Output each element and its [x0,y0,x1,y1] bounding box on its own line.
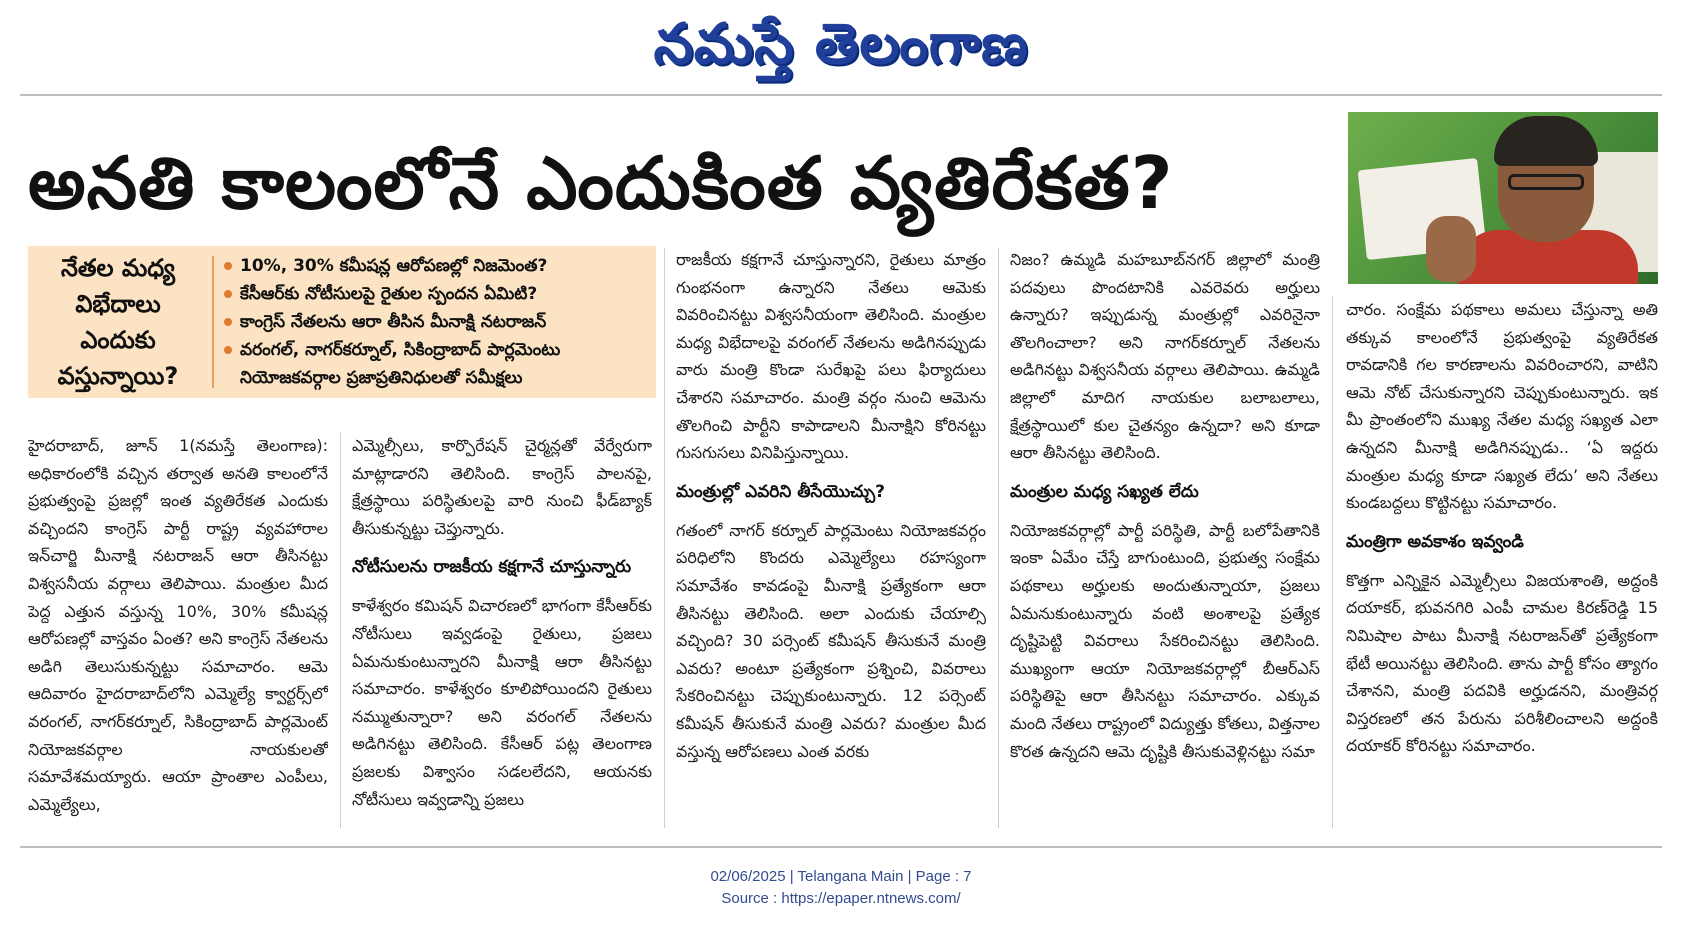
column-3-subheading: మంత్రుల్లో ఎవరిని తీసేయొచ్చు? [676,481,886,502]
column-rule [664,248,665,828]
column-1-paragraph: హైదరాబాద్, జూన్ 1(నమస్తే తెలంగాణ): అధికారంలోకి వచ్చిన తర్వాత అనతి కాలంలోనే ప్రభుత్వంపై ప్రజల్లో ఇంత వ్యతిరేకత ఎందుకు వచ్చిందని కాంగ్రెస్ పార్టీ రాష్ట్ర వ్యవహారాల ఇన్‌చార్జి మీనాక్షి నటరాజన్ ఆరా తీసినట్టు విశ్వసనీయ వర్గాలు తెలిపాయి. మంత్రుల మీద పెద్ద ఎత్తున వస్తున్న 10%, 30% కమీషన్ల ఆరోపణల్లో వాస్తవం ఏంత? అని కాంగ్రెస్ నేతలను అడిగి తెలుసుకున్నట్టు సమాచారం. ఆమె ఆదివారం హైదరాబాద్‌లోని ఎమ్మెల్యే క్వార్టర్స్‌లో వరంగల్, నాగర్‌కర్నూల్, సికింద్రాబాద్ పార్లమెంట్ నియోజకవర్గాల నాయకులతో సమావేశమయ్యారు. ఆయా ప్రాంతాల ఎంపీలు, ఎమ్మెల్యేలు, [28,436,328,814]
summary-question: నేతల మధ్య విభేదాలు ఎందుకు వస్తున్నాయి? [57,254,179,390]
headline: అనతి కాలంలోనే ఎందుకింత వ్యతిరేకత? [28,141,1174,225]
column-4-subheading: మంత్రుల మధ్య సఖ్యత లేదు [1010,481,1199,502]
column-rule [998,248,999,828]
footer [0,866,1682,910]
leader-photo [1348,112,1658,284]
column-rule [340,432,341,828]
bullet-icon [224,262,232,270]
summary-box [28,246,656,398]
bullet-icon [224,290,232,298]
summary-point: వరంగల్, నాగర్‌కర్నూల్, సికింద్రాబాద్ పార్లమెంటు [224,336,652,364]
bullet-icon [224,346,232,354]
summary-point: కాంగ్రెస్ నేతలను ఆరా తీసిన మీనాక్షి నటరాజన్ [224,308,652,336]
footer-source-link[interactable]: Source : https://epaper.ntnews.com/ [721,890,961,907]
column-2-paragraph-2: కాళేశ్వరం కమిషన్ విచారణలో భాగంగా కేసీఆర్‌కు నోటీసులు ఇవ్వడంపై రైతులు, ప్రజలు ఏమనుకుంటున్నారని మీనాక్షి ఆరా తీసినట్టు సమాచారం. కాళేశ్వరం కూలిపోయిందని రైతులు నమ్ముతున్నారా? అని వరంగల్ నేతలను అడిగినట్టు తెలిసింది. కేసీఆర్ పట్ల తెలంగాణ ప్రజలకు విశ్వాసం సడలలేదని, ఆయనకు నోటీసులు ఇవ్వడాన్ని ప్రజలు [352,596,652,809]
masthead-logo: నమస్తే తెలంగాణ [653,11,1029,77]
footer-divider [20,846,1662,848]
article-column-5 [1346,296,1658,832]
column-5-paragraph-1: చారం. సంక్షేమ పథకాలు అమలు చేస్తున్నా అతి తక్కువ కాలంలోనే ప్రభుత్వంపై వ్యతిరేకత రావడానికి గల కారణాలను వివరించారని, వాటిని ఆమె నోట్ చేసుకున్నారని చెప్పుకుంటున్నారు. ఇక మీ ప్రాంతంలోని ముఖ్య నేతల మధ్య సఖ్యత ఎలా ఉన్నదని మీనాక్షి అడిగినప్పుడు.. ‘ఏ ఇద్దరు మంత్రుల మధ్య కూడా సఖ్యత లేదు’ అని నేతలు కుండబద్దలు కొట్టినట్టు సమాచారం. [1346,300,1658,513]
summary-point: నియోజకవర్గాల ప్రజాప్రతినిధులతో సమీక్షలు [240,368,523,388]
photo-person-hand [1426,216,1476,282]
photo-person-glasses [1508,174,1584,190]
column-4-paragraph-1: నిజం? ఉమ్మడి మహబూబ్‌నగర్ జిల్లాలో మంత్రి పదవులు పొందటానికి ఎవరెవరు అర్హులు ఉన్నారు? ఇప్పుడున్న మంత్రుల్లో ఎవరినైనా తొలగించాలా? అని నాగర్‌కర్నూల్ నేతలను అడిగినట్టు విశ్వసనీయ వర్గాలు తెలిపాయి. ఉమ్మడి జిల్లాలో మాదిగ నాయకుల బలాబలాలు, క్షేత్రస్థాయిలో కుల చైతన్యం ఉన్నదా? అని కూడా ఆరా తీసినట్టు తెలిసింది. [1010,250,1320,463]
article-column-2 [352,432,652,832]
column-2-subheading: నోటీసులను రాజకీయ కక్షగానే చూస్తున్నారు [352,557,632,578]
article-column-3 [676,246,986,832]
summary-point: కేసీఆర్‌కు నోటీసులపై రైతుల స్పందన ఏమిటి? [224,280,652,308]
bullet-icon [224,318,232,326]
footer-edition-info: 02/06/2025 | Telangana Main | Page : 7 [710,868,972,885]
summary-separator [212,256,214,388]
summary-points [224,252,652,392]
column-4-paragraph-2: నియోజకవర్గాల్లో పార్టీ పరిస్థితి, పార్టీ బలోపేతానికి ఇంకా ఏమేం చేస్తే బాగుంటుంది, ప్రభుత్వ సంక్షేమ పథకాలు అర్హులకు అందుతున్నాయా, ప్రజలు ఏమనుకుంటున్నారు వంటి అంశాలపై ప్రత్యేక దృష్టిపెట్టి వివరాలు సేకరించినట్టు తెలిసింది. ముఖ్యంగా ఆయా నియోజకవర్గాల్లో బీఆర్ఎస్ పరిస్థితిపై ఆరా తీసినట్టు సమాచారం. ఎక్కువ మంది నేతలు రాష్ట్రంలో విద్యుత్తు కోతలు, విత్తనాల కొరత ఉన్నదని ఆమె దృష్టికి తీసుకువెళ్లినట్టు సమా [1010,520,1320,761]
column-rule [1332,296,1333,828]
column-5-paragraph-2: కొత్తగా ఎన్నికైన ఎమ్మెల్సీలు విజయశాంతి, అద్దంకి దయాకర్, భువనగిరి ఎంపీ చామల కిరణ్‌రెడ్డి 15 నిమిషాల పాటు మీనాక్షి నటరాజన్‌తో ప్రత్యేకంగా భేటీ అయినట్టు తెలిసింది. తాను పార్టీ కోసం త్యాగం చేశానని, మంత్రి పదవికి అర్హుడనని, మంత్రివర్గ విస్తరణలో తన పేరును పరిశీలించాలని అద్దంకి దయాకర్ కోరినట్టు సమాచారం. [1346,570,1658,756]
column-2-paragraph-1: ఎమ్మెల్సీలు, కార్పొరేషన్ చైర్మన్లతో వేర్వేరుగా మాట్లాడారని తెలిసింది. కాంగ్రెస్ పాలనపై, క్షేత్రస్థాయి పరిస్థితులపై వారి నుంచి ఫీడ్‌బ్యాక్ తీసుకున్నట్టు చెప్తున్నారు. [352,436,652,538]
masthead-divider [20,94,1662,96]
summary-point: 10%, 30% కమీషన్ల ఆరోపణల్లో నిజమెంత? [224,252,652,280]
column-3-paragraph-2: గతంలో నాగర్ కర్నూల్ పార్లమెంటు నియోజకవర్గం పరిధిలోని కొందరు ఎమ్మెల్యేలు రహస్యంగా సమావేశం కావడంపై మీనాక్షి ప్రత్యేకంగా ఆరా తీసినట్టు తెలిసింది. అలా ఎందుకు చేయాల్సి వచ్చింది? 30 పర్సెంట్ కమీషన్ తీసుకునే మంత్రి ఎవరు? అంటూ ప్రత్యేకంగా ప్రశ్నించి, వివరాలు సేకరించినట్టు చెప్పుకుంటున్నారు. 12 పర్సెంట్ కమీషన్ తీసుకునే మంత్రి ఎవరు? మంత్రుల మీద వస్తున్న ఆరోపణలు ఎంత వరకు [676,520,986,761]
article-column-1 [28,432,328,832]
article-column-4 [1010,246,1320,832]
column-3-paragraph-1: రాజకీయ కక్షగానే చూస్తున్నారని, రైతులు మాత్రం గుంభనంగా ఉన్నారని నేతలు ఆమెకు వివరించినట్టు విశ్వసనీయంగా తెలిసింది. మంత్రుల మధ్య విభేదాలపై వరంగల్ నేతలను అడిగినప్పుడు వారు మంత్రి కొండా సురేఖపై పలు ఫిర్యాదులు చేశారని సమాచారం. మంత్రి వర్గం నుంచి ఆమెను తొలగించి పార్టీని కాపాడాలని మీనాక్షిని కోరినట్టు గుసగుసలు వినిపిస్తున్నాయి. [676,250,986,463]
column-5-subheading: మంత్రిగా అవకాశం ఇవ్వండి [1346,531,1524,552]
photo-person-hair [1494,116,1598,166]
